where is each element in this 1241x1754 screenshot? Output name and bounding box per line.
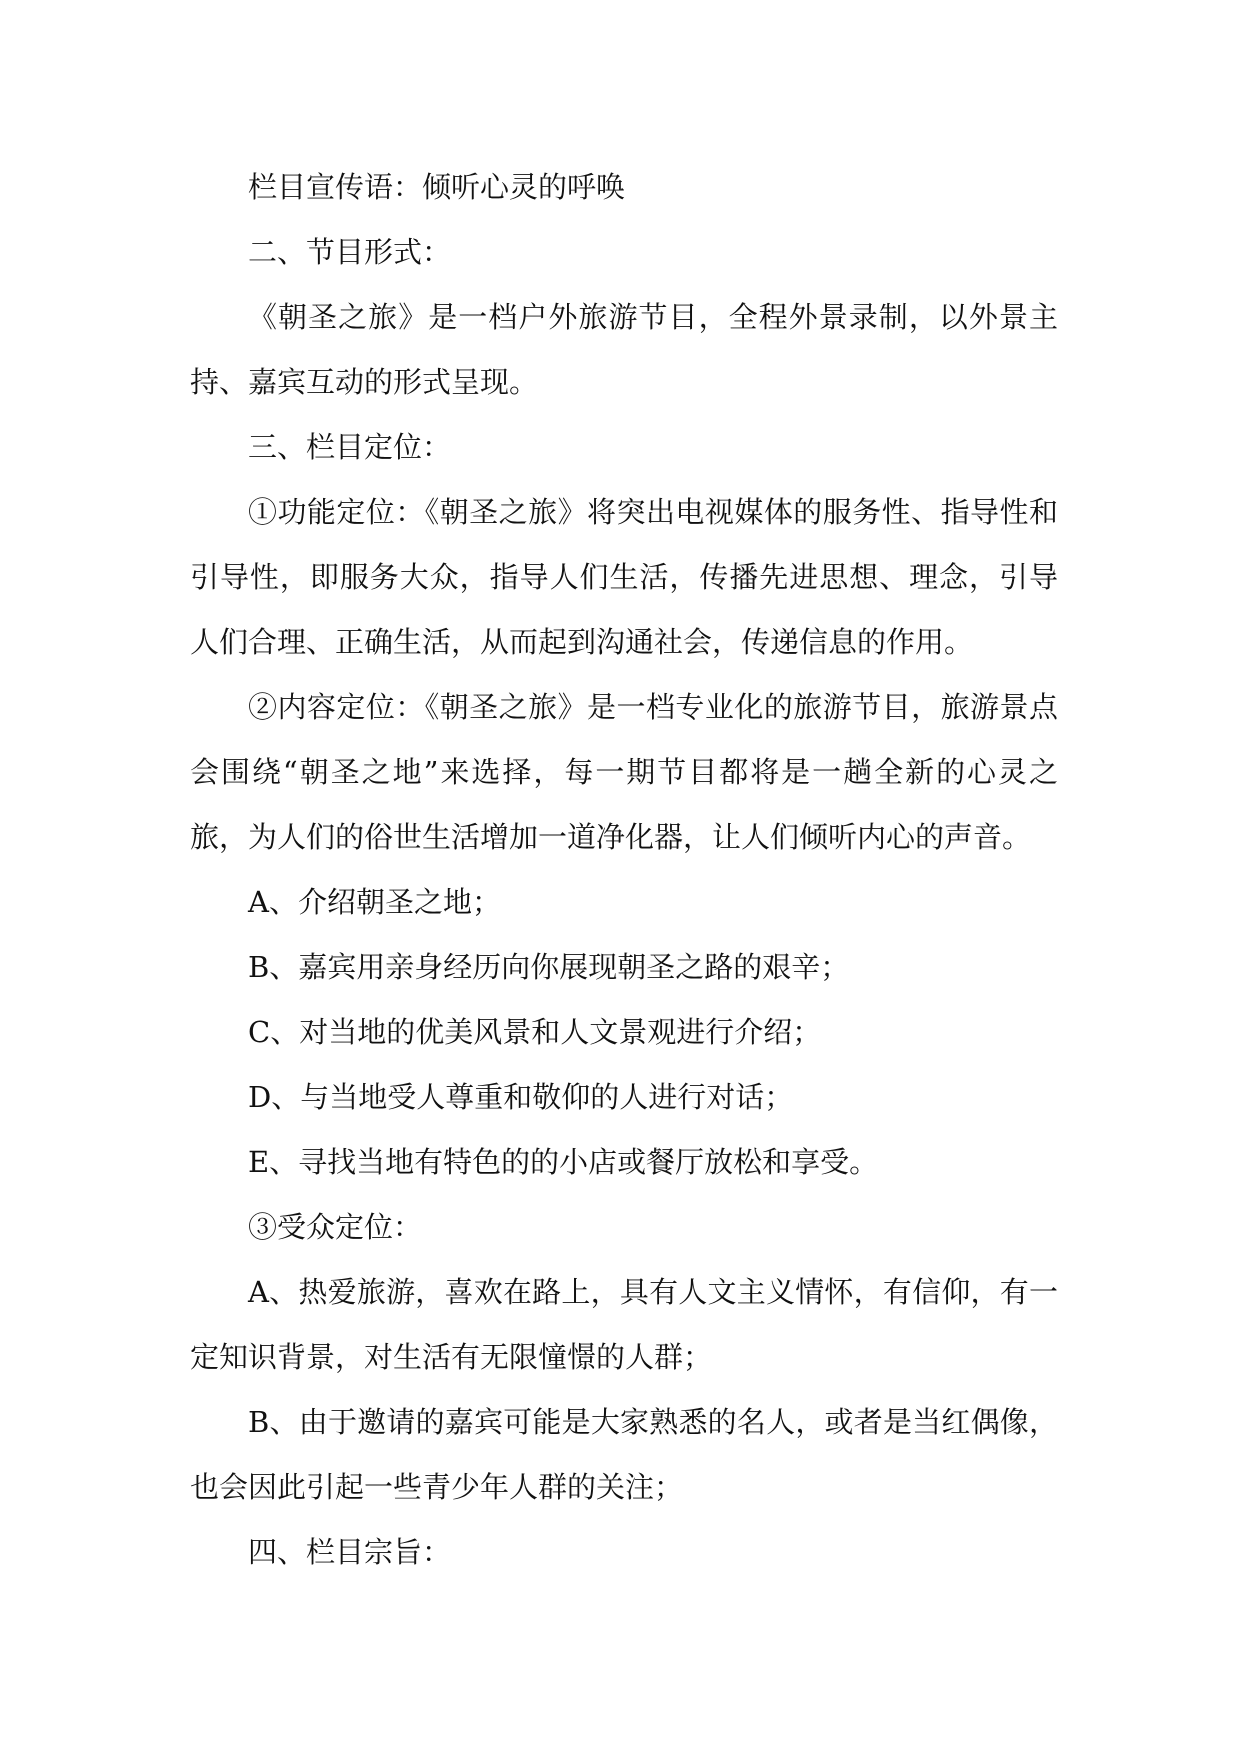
content-list-item-c: C、对当地的优美风景和人文景观进行介绍； xyxy=(248,1015,822,1049)
slogan-paragraph: 栏目宣传语：倾听心灵的呼唤 xyxy=(248,170,626,204)
content-positioning-paragraph: ②内容定位：《朝圣之旅》是一档专业化的旅游节目，旅游景点会围绕“朝圣之地”来选择，每一期节目都将是一趟全新的心灵之旅，为人们的俗世生活增加一道净化器，让人们倾听内心的声音。 xyxy=(190,690,1058,854)
section-heading-purpose: 四、栏目宗旨： xyxy=(248,1535,452,1569)
content-list-item-b: B、嘉宾用亲身经历向你展现朝圣之路的艰辛； xyxy=(248,950,850,984)
audience-positioning-heading: ③受众定位： xyxy=(248,1210,423,1244)
content-list-item-a: A、介绍朝圣之地； xyxy=(248,885,501,919)
document-body xyxy=(190,155,1058,1585)
content-list-item-d: D、与当地受人尊重和敬仰的人进行对话； xyxy=(248,1080,794,1114)
program-format-paragraph: 《朝圣之旅》是一档户外旅游节目，全程外景录制，以外景主持、嘉宾互动的形式呈现。 xyxy=(190,300,1058,399)
function-positioning-paragraph: ①功能定位：《朝圣之旅》将突出电视媒体的服务性、指导性和引导性，即服务大众，指导人们生活，传播先进思想、理念，引导人们合理、正确生活，从而起到沟通社会，传递信息的作用。 xyxy=(190,495,1058,659)
content-list-item-e: E、寻找当地有特色的的小店或餐厅放松和享受。 xyxy=(248,1145,879,1179)
section-heading-program-format: 二、节目形式： xyxy=(248,235,452,269)
audience-list-item-a: A、热爱旅游，喜欢在路上，具有人文主义情怀，有信仰，有一定知识背景，对生活有无限憧憬的人群； xyxy=(190,1275,1058,1374)
audience-list-item-b: B、由于邀请的嘉宾可能是大家熟悉的名人，或者是当红偶像，也会因此引起一些青少年人群的关注； xyxy=(190,1405,1058,1504)
section-heading-positioning: 三、栏目定位： xyxy=(248,430,452,464)
